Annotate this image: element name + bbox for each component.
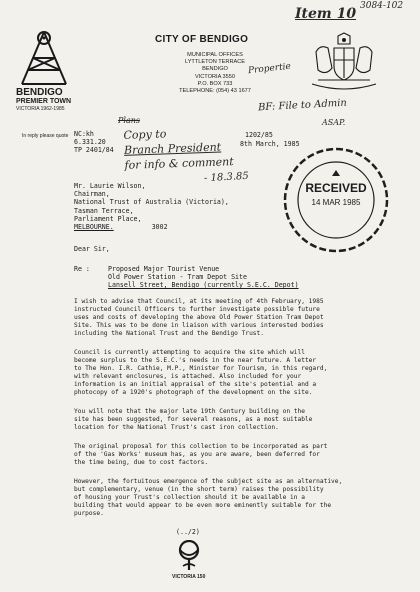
re-label: Re : (74, 265, 90, 273)
addressee-postcode: 3002 (151, 223, 168, 232)
org-years: VICTORIA 1962-1985 (16, 106, 65, 112)
victoria-150-logo-icon (176, 540, 202, 572)
handwritten-asap: ASAP. (322, 118, 346, 127)
salutation: Dear Sir, (74, 245, 110, 253)
city-title: CITY OF BENDIGO (155, 34, 249, 45)
org-subtitle: PREMIER TOWN (16, 98, 72, 105)
continued-marker: (../2) (176, 528, 200, 536)
handwritten-struck-word: Plans (118, 116, 140, 125)
handwritten-file-ref: 3084-102 (360, 1, 404, 11)
addressee-block: Mr. Laurie Wilson, Chairman, National Trust of Australia (Victoria), Tasman Terrace, Parliament Place, MELBOURNE. 3002 (74, 182, 229, 232)
addressee-city: MELBOURNE. (74, 223, 114, 232)
body-paragraph-1: I wish to advise that Council, at its meeting of 4th February, 1985 instructed Council Officers to further investigate possible future uses and costs of developing the above Old Power Station Tram Depot Site. This was to be done in liaison with various interested bodies including the National Trust and the Bendigo Trust. (74, 298, 324, 338)
reply-refs: NC:kh 6.331.20 TP 2401/84 (74, 130, 114, 155)
body-paragraph-3: You will note that the major late 19th Century building on the site has been suggested, for several reasons, as a most suitable location for the National Trust's cast iron collection. (74, 408, 313, 432)
file-reference: 1202/85 (245, 131, 273, 139)
bendigo-headframe-logo (16, 28, 72, 86)
handwritten-copy-note: Copy to Branch President for info & comment (123, 127, 234, 172)
letter-date: 8th March, 1985 (240, 140, 300, 148)
handwritten-bf-note: BF: File to Admin (257, 97, 348, 114)
coat-of-arms-icon (308, 32, 380, 94)
re-subject: Proposed Major Tourist Venue Old Power Station - Tram Depot Site Lansell Street, Bendigo (currently S.E.C. Depot) (108, 265, 299, 290)
council-address: MUNICIPAL OFFICES LYTTLETON TERRACE BENDIGO VICTORIA 3550 P.O. BOX 733 TELEPHONE: (054) 43 1677 (179, 52, 251, 95)
handwritten-copy-date: - 18.3.85 (203, 170, 249, 185)
reply-label: In reply please quote (22, 133, 69, 139)
victoria-150-text: VICTORIA 150 (172, 574, 206, 580)
org-name: BENDIGO (16, 87, 63, 98)
body-paragraph-2: Council is currently attempting to acquire the site which will become surplus to the S.E.C.'s needs in the near future. A letter to The Hon. I.R. Cathie, M.P., Minister for Tourism, in this regard, with relevant enclosures, is attached. Also included for your information is an initial appraisal of the site's potential and a photocopy of a 1920's photograph of the development on the site. (74, 349, 328, 397)
stamp-date: 14 MAR 1985 (311, 198, 361, 207)
body-paragraph-5: However, the fortuitous emergence of the subject site as an alternative, but complementary, venue (in the short term) raises the possibility of housing your Trust's collection should it be available in a building that would appear to be even more eminently suitable for the purpose. (74, 478, 343, 518)
handwritten-item-number: Item 10 (295, 6, 357, 22)
stamp-received-text: RECEIVED (305, 181, 367, 195)
handwritten-propertie: Propertie (247, 61, 292, 77)
body-paragraph-4: The original proposal for this collection to be incorporated as part of the 'Gas Works' museum has, as you are aware, been deferred for the time being, due to cost factors. (74, 443, 328, 467)
